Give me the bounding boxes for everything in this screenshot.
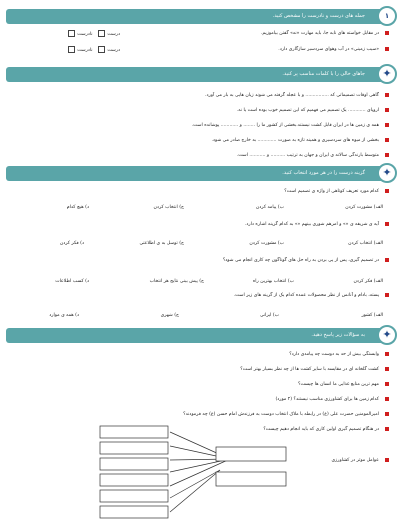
mc-option[interactable]: د) هیچ کدام (66, 205, 89, 210)
question-item: کدام زمین ها برای کشاورزی مناسب نیستند؟ (۲ مورد) (14, 396, 389, 404)
mc-option[interactable]: ج) توسل به ی اطلاعتی (139, 241, 184, 246)
answer-box (216, 472, 286, 486)
diagram-boxes (100, 426, 286, 518)
answer-box (100, 426, 168, 438)
section-number-badge: ۱ (377, 6, 397, 26)
diagram-arrow (170, 470, 220, 498)
mc-option[interactable]: الف) فکر کردن (353, 279, 383, 284)
mc-option[interactable]: ج) شهری (160, 313, 179, 318)
answer-box (100, 506, 168, 518)
section-title: به سؤالات زیر پاسخ دهید. (311, 332, 365, 338)
question-item: در هنگام تصمیم گیری اولین کاری که باید انجام دهیم چیست؟ (14, 426, 389, 434)
diagram-center-label: عوامل موثر در کشاورزی (14, 457, 389, 465)
mc-option[interactable]: ب) انتخاب بهترین راه (252, 279, 294, 284)
answer-box (100, 442, 168, 454)
question-item: کشت گلخانه ای در مقایسه با سایر کشت ها از چه نظر بسیار بهتر است؟ (14, 366, 389, 374)
tf-item-2: «سیب زمینی» در آب وهوای سردسیر سازگاری دارد. (14, 46, 389, 54)
fill-item: گاهی اوقات تصمیماتی که ................ و با عجله گرفته می شوند زیان هایی به بار می آورد. (14, 92, 389, 100)
fill-item: بخشی از میوه های سردسیری و همینه تازه به صورت ............. به خارج صادر می شود. (14, 137, 389, 145)
mc-option[interactable]: ب) پیامد کردن (255, 205, 284, 210)
section-title: جاهای خالی را با کلمات مناسب پر کنید. (282, 71, 365, 77)
fill-item: همه ی زمین ها در ایران قابل کشت نیستند.بخشی از کشور ما را ........ و ............ پوشانده است. (14, 122, 389, 130)
tf-choice-1[interactable]: درست نادرست (20, 30, 120, 39)
mc-option[interactable]: الف) انتخاب کردن (348, 241, 383, 246)
tf-choice-2[interactable]: درست نادرست (20, 46, 120, 55)
mc-option[interactable]: ج) پیش بینی نتایج هر انتخاب (149, 279, 204, 284)
section-title: گزینه درست را در هر مورد انتخاب کنید. (282, 170, 365, 176)
mc-option[interactable]: ج) انتخاب کردن (153, 205, 184, 210)
fill-item: متوسط بارندگی سالانه ی ایران و جهان به ترتیب .......... و ........... است. (14, 152, 389, 160)
question-item: مهم ترین منابع غذایی ما انسان ها چیست؟ (14, 381, 389, 389)
mc-option[interactable]: الف) کشور (361, 313, 383, 318)
answer-box (100, 458, 168, 470)
mc-option[interactable]: ب) مشورت کردن (249, 241, 284, 246)
question-item: وابستگی بیش از حد به دوست چه پیامدی دارد؟ (14, 351, 389, 359)
section-badge-icon: ✦ (377, 64, 397, 84)
answer-box (216, 447, 286, 461)
diagram-arrow (170, 470, 220, 512)
mc-option[interactable]: ب) ایرانی (259, 313, 279, 318)
section-badge-icon: ✦ (377, 325, 397, 345)
mc-question-1: کدام مورد تعریف کوتاهی از واژه ی تصمیم است؟ (14, 188, 389, 196)
mc-question-4: پسته، بادام و آنانس از نظر محصولات عمده کدام یک از گزینه های زیر است. (14, 292, 389, 300)
section-title: جمله های درست و نادرست را مشخص کنید. (272, 13, 365, 19)
answer-box (100, 490, 168, 502)
mc-option[interactable]: د) فکر کردن (59, 241, 84, 246)
mc-option[interactable]: د) همه ی موارد (49, 313, 79, 318)
section-badge-icon: ✦ (377, 163, 397, 183)
mc-question-2: آیه ی شریفه ی «» و امرهم شوری بینهم «» به کدام گزینه اشاره دارد. (14, 221, 389, 229)
answer-box (100, 474, 168, 486)
mc-option[interactable]: د) کسب اطلاعات (55, 279, 89, 284)
mc-question-3: در تصمیم گیری، پس از پی بردن به راه حل های گوناگون چه کاری انجام می شود؟ (14, 257, 389, 265)
fill-item: اروپای ............ یک تصمیم می فهمیم که این تصمیم خوب بوده است یا نه. (14, 107, 389, 115)
question-item: امیرالمومنین حضرت علی (ع) در رابطه با ملاک انتخاب دوست به فرزندش امام حسن (ع) چه فرمودند؟ (14, 411, 389, 419)
mc-option[interactable]: الف) مشورت کردن (345, 205, 383, 210)
tf-item-1: در مقابل خواسته های نابه جا، باید مهارت «نه» گفتن بیاموزیم. (14, 30, 389, 38)
